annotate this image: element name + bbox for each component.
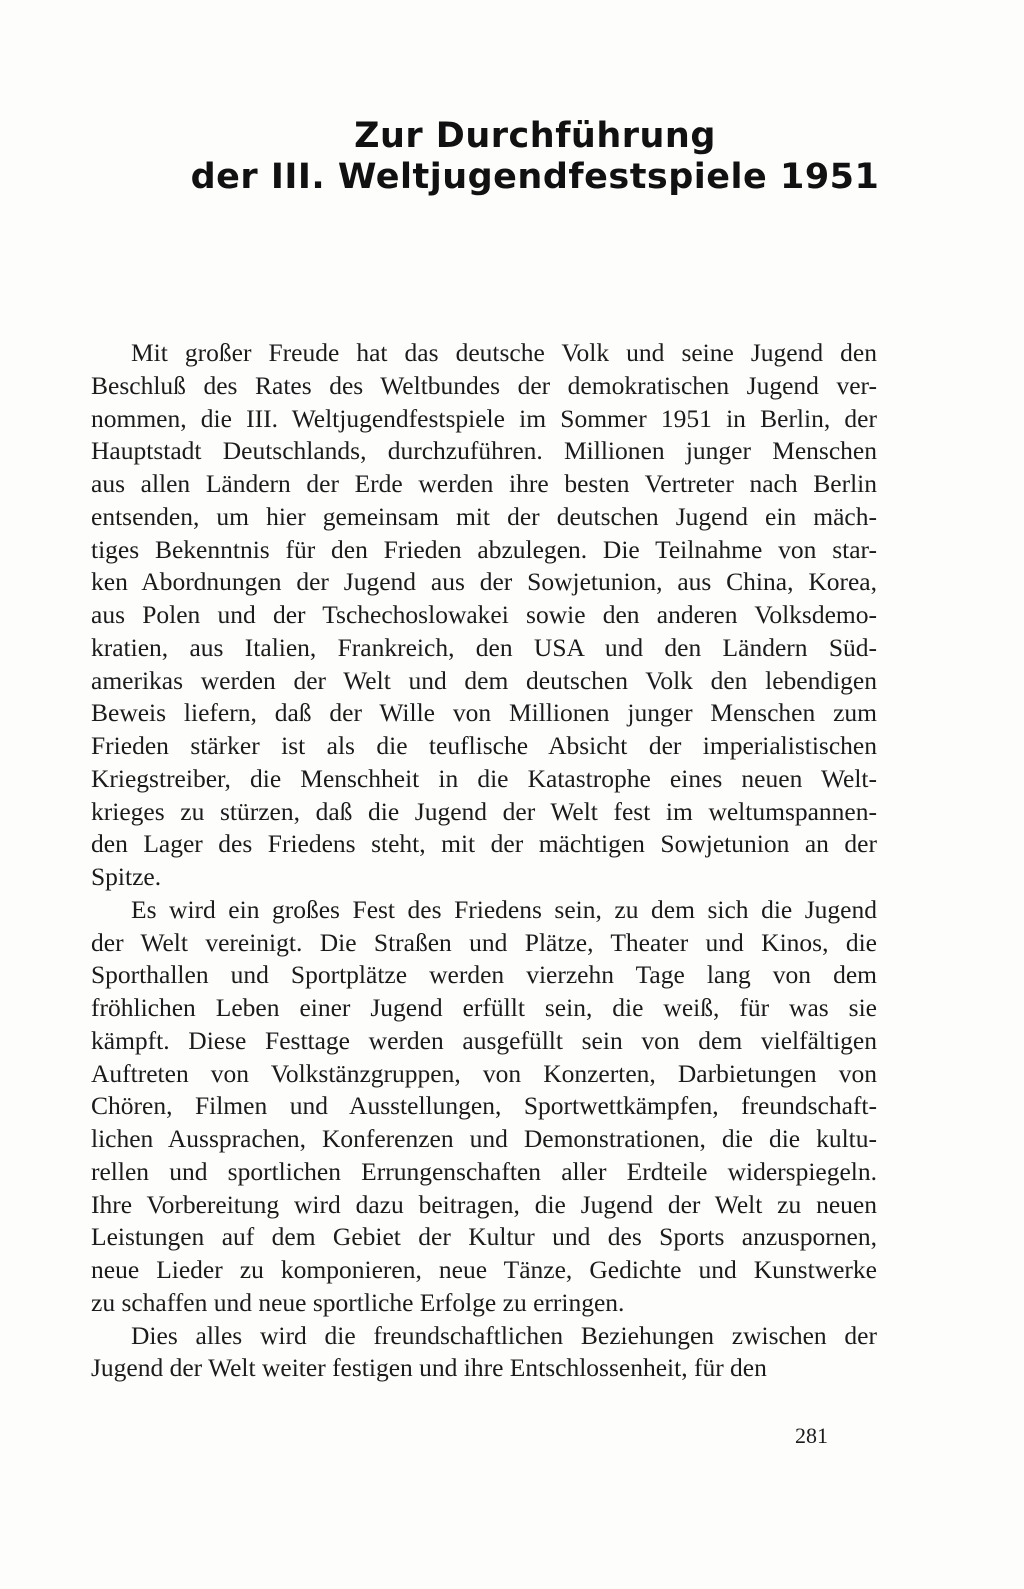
body-line: aus allen Ländern der Erde werden ihre besten Vertreter nach Berlin	[91, 469, 877, 498]
body-line: entsenden, um hier gemeinsam mit der deutschen Jugend ein mäch-	[91, 501, 877, 531]
body-line: Auftreten von Volkstänzgruppen, von Konzerten, Darbietungen von	[91, 1058, 877, 1088]
page-number: 281	[795, 1423, 828, 1448]
body-line: den Lager des Friedens steht, mit der mächtigen Sowjetunion an der	[91, 829, 877, 859]
body-line: Beschluß des Rates des Weltbundes der demokratischen Jugend ver-	[91, 370, 877, 400]
body-line: aus Polen und der Tschechoslowakei sowie den anderen Volksdemo-	[91, 600, 877, 629]
body-line: kratien, aus Italien, Frankreich, den USA und den Ländern Süd-	[91, 632, 877, 662]
body-text	[91, 337, 877, 1385]
body-line: Sporthallen und Sportplätze werden vierzehn Tage lang von dem	[91, 960, 877, 990]
body-line: Jugend der Welt weiter festigen und ihre Entschlossenheit, für den	[91, 1353, 767, 1383]
page-title-line-1: Zur Durchführung	[354, 116, 716, 156]
body-line: Mit großer Freude hat das deutsche Volk und seine Jugend den	[131, 338, 877, 367]
body-line: lichen Aussprachen, Konferenzen und Demonstrationen, die die kultu-	[91, 1124, 877, 1153]
body-line: neue Lieder zu komponieren, neue Tänze, Gedichte und Kunstwerke	[91, 1255, 877, 1284]
body-line: Dies alles wird die freundschaftlichen Beziehungen zwischen der	[131, 1320, 877, 1350]
body-line: Frieden stärker ist als die teuflische Absicht der imperialistischen	[91, 731, 877, 760]
body-line: Ihre Vorbereitung wird dazu beitragen, die Jugend der Welt zu neuen	[91, 1189, 877, 1219]
body-line: ken Abordnungen der Jugend aus der Sowjetunion, aus China, Korea,	[91, 567, 877, 597]
body-line: kämpft. Diese Festtage werden ausgefüllt sein von dem vielfältigen	[91, 1025, 877, 1055]
body-line: Kriegstreiber, die Menschheit in die Katastrophe eines neuen Welt-	[91, 763, 877, 793]
body-line: fröhlichen Leben einer Jugend erfüllt sein, die weiß, für was sie	[91, 993, 877, 1022]
page-title-line-2: der III. Weltjugendfestspiele 1951	[190, 157, 880, 197]
body-line: der Welt vereinigt. Die Straßen und Plätze, Theater und Kinos, die	[91, 927, 877, 957]
body-line: zu schaffen und neue sportliche Erfolge zu erringen.	[91, 1287, 625, 1317]
body-line: Chören, Filmen und Ausstellungen, Sportwettkämpfen, freundschaft-	[91, 1091, 877, 1121]
body-line: Es wird ein großes Fest des Friedens sein, zu dem sich die Jugend	[131, 894, 877, 924]
body-line: Hauptstadt Deutschlands, durchzuführen. Millionen junger Menschen	[91, 436, 877, 466]
body-line: nommen, die III. Weltjugendfestspiele im Sommer 1951 in Berlin, der	[91, 403, 877, 433]
body-line: tiges Bekenntnis für den Frieden abzulegen. Die Teilnahme von star-	[91, 534, 877, 564]
body-line: Spitze.	[91, 862, 162, 891]
body-line: krieges zu stürzen, daß die Jugend der Welt fest im weltumspannen-	[91, 796, 877, 826]
body-line: amerikas werden der Welt und dem deutschen Volk den lebendigen	[91, 665, 877, 695]
body-line: Beweis liefern, daß der Wille von Millionen junger Menschen zum	[91, 698, 877, 728]
body-line: rellen und sportlichen Errungenschaften aller Erdteile widerspiegeln.	[91, 1156, 877, 1186]
body-line: Leistungen auf dem Gebiet der Kultur und des Sports anzuspornen,	[91, 1222, 877, 1252]
